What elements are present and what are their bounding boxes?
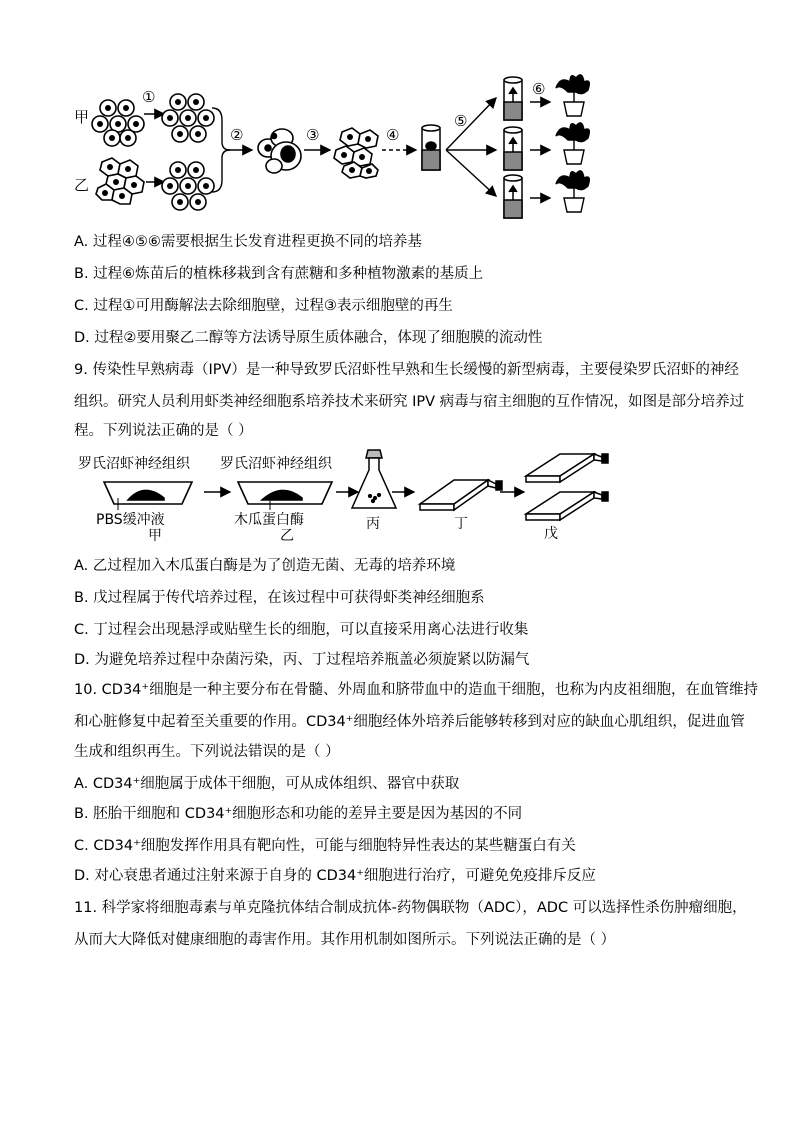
q9-stem-line-2: 组织。研究人员利用虾类神经细胞系培养技术来研究 IPV 病毒与宿主细胞的互作情况，如图是部分培养过 — [74, 394, 745, 410]
dish-yi — [238, 482, 332, 510]
dish-jia — [104, 482, 192, 510]
step-1-label: ① — [142, 88, 156, 106]
q8-option-a: A. 过程④⑤⑥需要根据生长发育进程更换不同的培养基 — [74, 234, 422, 250]
q8-option-d: D. 过程②要用聚乙二醇等方法诱导原生质体融合，体现了细胞膜的流动性 — [74, 330, 543, 346]
label-tissue-2: 罗氏沼虾神经组织 — [220, 456, 332, 472]
q10-option-d: D. 对心衰患者通过注射来源于自身的 CD34⁺细胞进行治疗，可避免免疫排斥反应 — [74, 868, 596, 884]
label-papain: 木瓜蛋白酶 — [234, 512, 304, 528]
plantlet-tubes — [504, 77, 522, 218]
label-tissue-1: 罗氏沼虾神经组织 — [78, 456, 190, 472]
label-bing: 丙 — [366, 516, 380, 532]
label-jia: 甲 — [148, 528, 162, 544]
step-3-label: ③ — [306, 126, 320, 144]
q10-option-c: C. CD34⁺细胞发挥作用具有靶向性，可能与细胞特异性表达的某些糖蛋白有关 — [74, 838, 576, 854]
flasks-wu — [526, 454, 608, 520]
label-yi: 乙 — [280, 528, 294, 544]
fused-protoplasts — [258, 129, 301, 173]
q10-option-b: B. 胚胎干细胞和 CD34⁺细胞形态和功能的差异主要是因为基因的不同 — [74, 806, 523, 822]
q9-stem-line-1: 9. 传染性早熟病毒（IPV）是一种导致罗氏沼虾性早熟和生长缓慢的新型病毒，主要侵染罗氏沼虾的神经 — [74, 362, 739, 378]
label-jia: 甲 — [74, 108, 90, 126]
label-yi: 乙 — [74, 176, 90, 194]
q9-stem-line-3: 程。下列说法正确的是（ ） — [74, 423, 253, 439]
label-ding: 丁 — [454, 516, 468, 532]
q11-stem-line-2: 从而大大降低对健康细胞的毒害作用。其作用机制如图所示。下列说法正确的是（ ） — [74, 932, 616, 948]
q9-option-c: C. 丁过程会出现悬浮或贴壁生长的细胞，可以直接采用离心法进行收集 — [74, 622, 529, 638]
figure-cell-culture — [74, 448, 634, 548]
q8-option-b: B. 过程⑥炼苗后的植株移栽到含有蔗糖和多种植物激素的基质上 — [74, 266, 484, 282]
label-wu: 戊 — [544, 526, 558, 542]
q9-option-d: D. 为避免培养过程中杂菌污染，丙、丁过程培养瓶盖必须旋紧以防漏气 — [74, 652, 530, 668]
flask-ding — [420, 480, 502, 510]
potted-plants — [556, 75, 589, 212]
q9-option-b: B. 戊过程属于传代培养过程，在该过程中可获得虾类神经细胞系 — [74, 590, 485, 606]
q11-stem-line-1: 11. 科学家将细胞毒素与单克隆抗体结合制成抗体-药物偶联物（ADC），ADC 可以选择性杀伤肿瘤细胞， — [74, 900, 747, 916]
cell-culture-diagram — [74, 448, 634, 548]
step-2-label: ② — [230, 126, 244, 144]
q10-stem-line-2: 和心脏修复中起着至关重要的作用。CD34⁺细胞经体外培养后能够转移到对应的缺血心肌组织，促进血管 — [74, 714, 745, 730]
step-4-label: ④ — [386, 126, 400, 144]
step-5-label: ⑤ — [454, 112, 468, 130]
flask-bing — [352, 450, 396, 508]
q10-stem-line-3: 生成和组织再生。下列说法错误的是（ ） — [74, 744, 340, 760]
label-pbs: PBS缓冲液 — [96, 512, 165, 528]
q8-option-c: C. 过程①可用酶解法去除细胞壁，过程③表示细胞壁的再生 — [74, 298, 453, 314]
callus-tube — [422, 125, 440, 170]
figure-protoplast-fusion — [60, 70, 600, 220]
q10-stem-line-1: 10. CD34⁺细胞是一种主要分布在骨髓、外周血和脐带血中的造血干细胞，也称为内皮祖细胞，在血管维持 — [74, 682, 759, 698]
q10-option-a: A. CD34⁺细胞属于成体干细胞，可从成体组织、器官中获取 — [74, 776, 460, 792]
q9-option-a: A. 乙过程加入木瓜蛋白酶是为了创造无菌、无毒的培养环境 — [74, 558, 456, 574]
protoplast-fusion-diagram — [60, 70, 600, 220]
step-6-label: ⑥ — [532, 80, 546, 98]
